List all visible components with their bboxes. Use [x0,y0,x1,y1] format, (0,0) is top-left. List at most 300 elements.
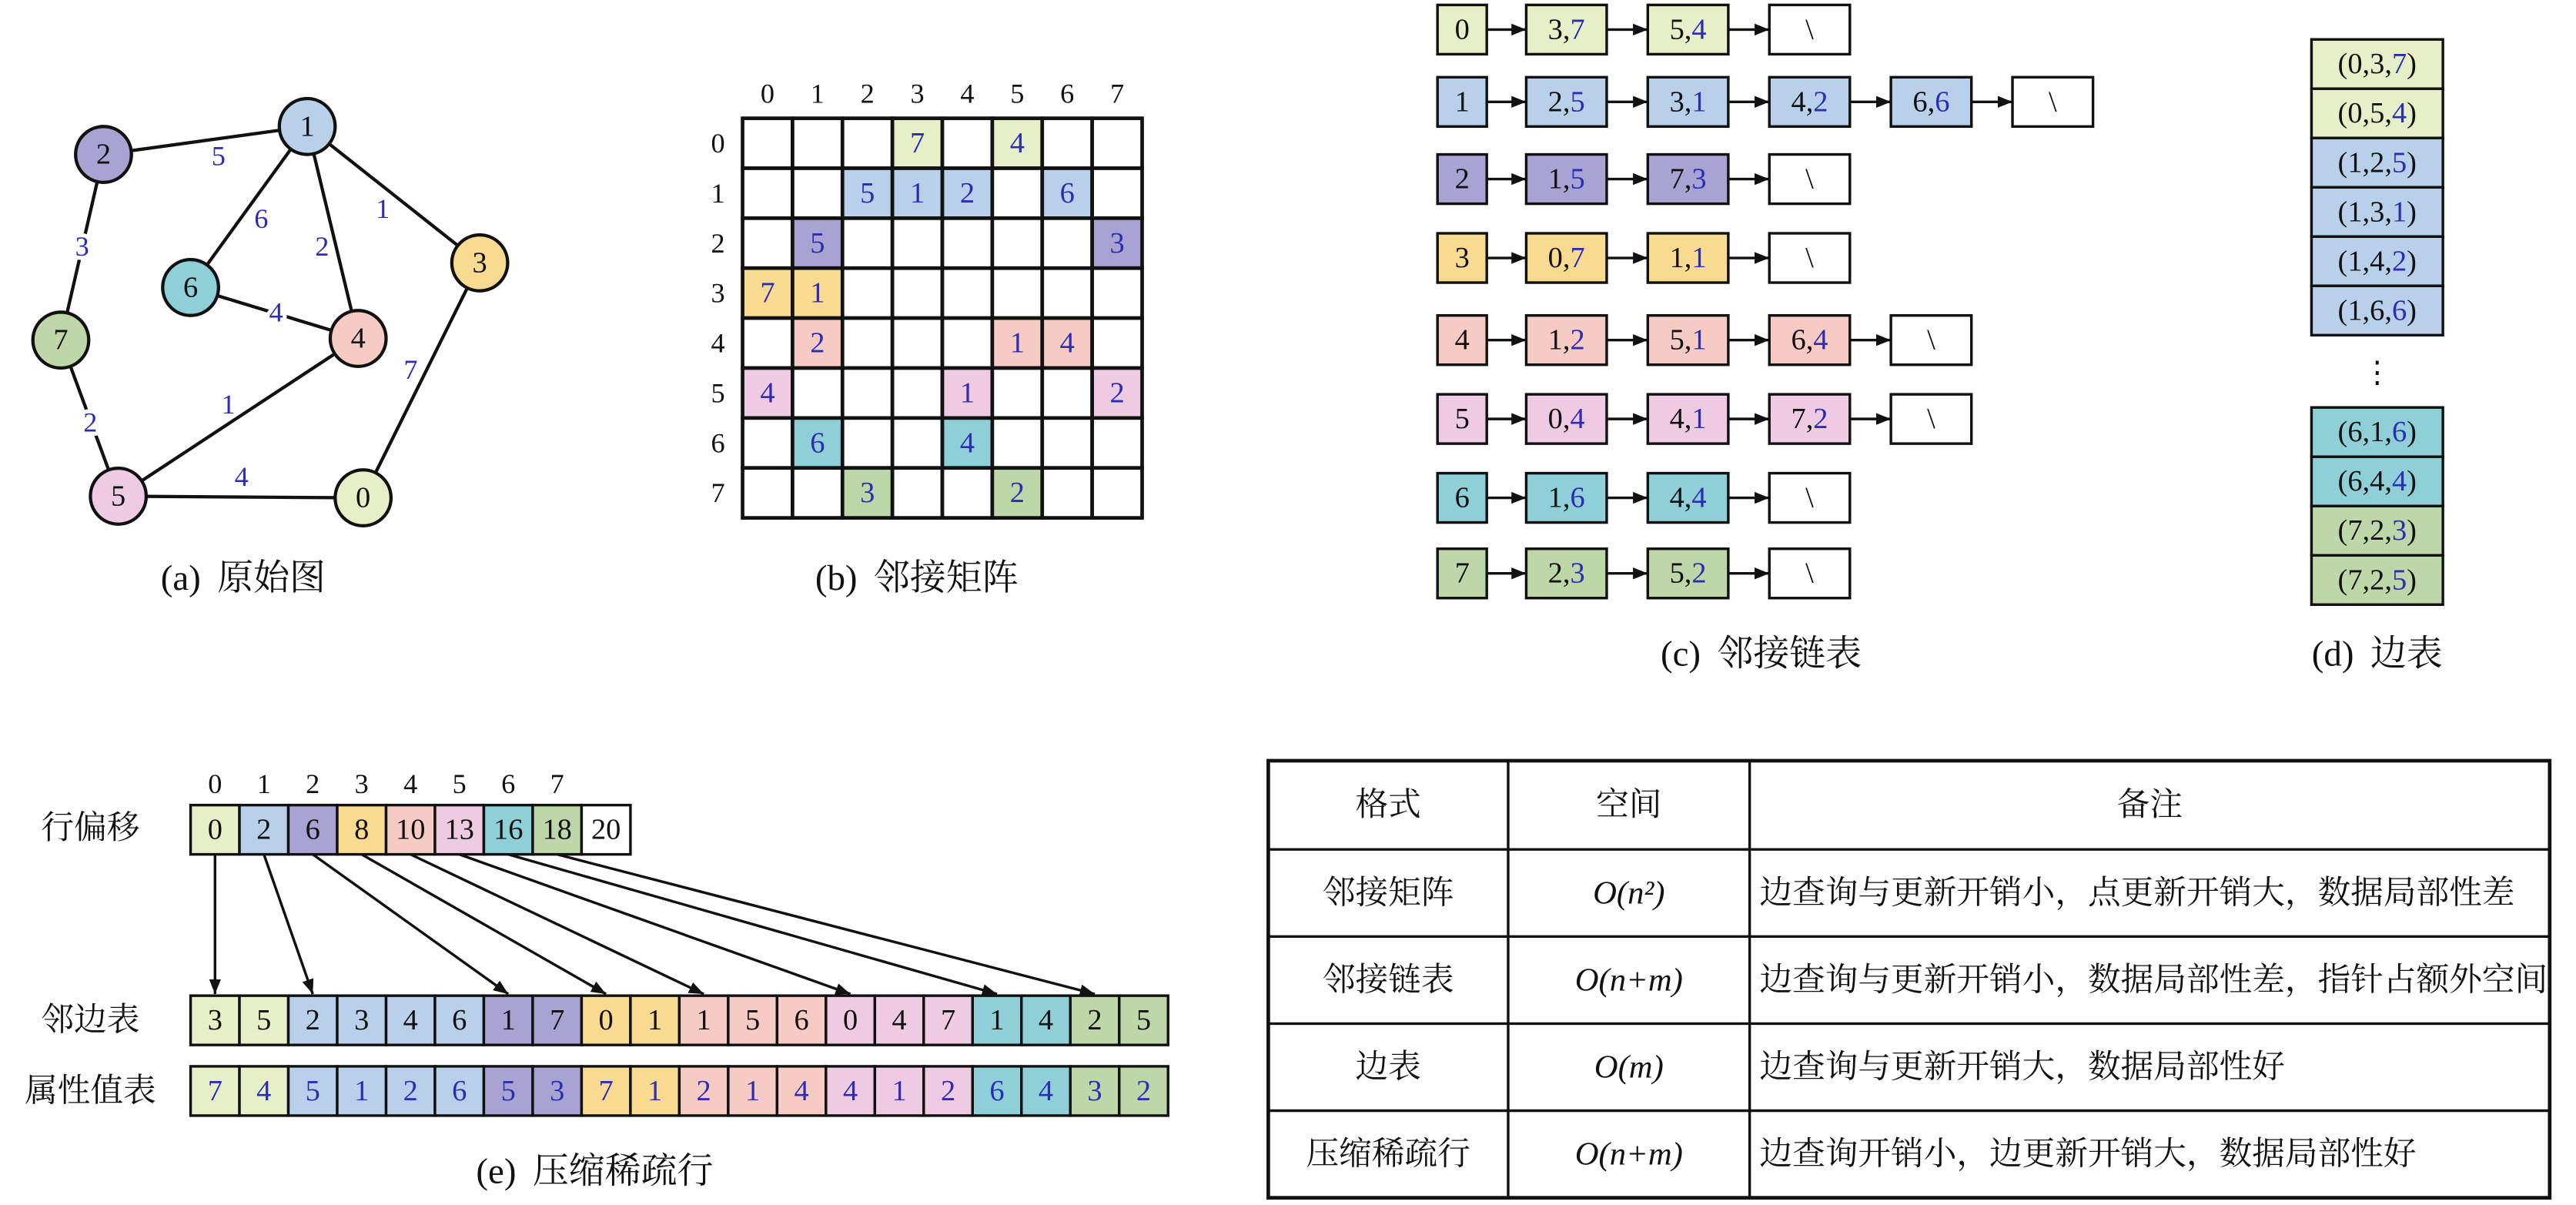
matrix-cell-weight: 2 [810,326,825,360]
punctuation: ) [2407,564,2417,597]
edge-weight: 4 [1691,13,1707,46]
graph-node-7 [33,312,89,368]
matrix-cell-empty [1042,468,1092,518]
matrix-cell-empty [792,169,842,219]
edge-target: 6 [2370,294,2385,327]
edge-weight-label: 4 [234,460,249,492]
punctuation: , [1684,162,1692,196]
punctuation: ( [2337,465,2348,498]
caption-tag: (a) [160,558,201,599]
adj-list-row-6 [1437,474,1850,523]
edge-list-label [2338,245,2417,277]
adj-list-entry-label [1548,13,1585,45]
adj-list-head-label: 2 [1454,162,1470,196]
attribute-value: 7 [598,1074,614,1107]
edge-list-label [2338,465,2417,497]
punctuation: , [1684,242,1692,275]
caption-title: 邻接矩阵 [873,558,1019,599]
punctuation: , [2362,514,2370,547]
matrix-cell-empty [1092,169,1142,219]
graph-node-1 [279,99,336,155]
edge-weight: 3 [1691,162,1707,196]
punctuation: ( [2337,294,2348,327]
adj-list-head-label: 0 [1454,13,1470,46]
caption-d [2312,634,2443,674]
punctuation: ( [2337,48,2348,81]
edge-weight-label: 5 [211,140,226,172]
csr-index-label: 1 [256,768,271,799]
adjacency-value: 7 [940,1004,956,1037]
adjacency-value: 1 [696,1004,711,1037]
attribute-value: 4 [1038,1074,1054,1107]
matrix-col-header: 7 [1110,78,1125,109]
matrix-cell-empty [892,368,942,418]
punctuation: , [2362,416,2370,449]
punctuation: ) [2407,416,2417,449]
neighbor-id: 4 [1669,403,1684,436]
edge-target: 2 [2370,564,2385,597]
matrix-cell-empty [1092,418,1142,468]
matrix-cell-empty [1092,318,1142,368]
adj-list-head-label: 5 [1454,403,1470,436]
node-label: 6 [182,271,199,304]
adjacency-value: 1 [500,1004,516,1037]
table-space-cell: O(n+m) [1574,1136,1683,1173]
edge-weight: 7 [1570,242,1585,275]
adjacency-value: 4 [403,1004,418,1037]
table-notes-cell: 边查询开销小，边更新开销大，数据局部性好 [1759,1136,2417,1173]
matrix-cell-weight: 1 [959,377,975,410]
edge-weight: 2 [2391,245,2407,278]
offset-pointer-arrow [460,855,851,994]
edge-weight: 5 [1570,162,1585,196]
attribute-value: 1 [354,1074,370,1107]
punctuation: , [1684,13,1692,46]
attribute-value: 2 [696,1074,711,1107]
caption-tag: (e) [476,1151,517,1192]
edge-list-item [2311,187,2443,236]
punctuation: , [1562,162,1571,196]
graph-edge-1-3 [307,126,480,263]
adjacency-value: 5 [256,1004,272,1037]
matrix-cell-empty [743,418,793,468]
adj-list-row-5 [1437,394,1972,444]
neighbor-id: 5 [1669,323,1684,356]
punctuation: , [1805,85,1814,119]
adj-list-entry-label [1791,324,1828,356]
matrix-row-header: 5 [711,377,725,409]
node-label: 3 [472,246,487,279]
neighbor-id: 2 [1547,557,1563,590]
punctuation: , [2362,294,2370,327]
matrix-row-header: 7 [711,477,725,509]
panel-csr [25,768,1168,1192]
edge-weight: 1 [1691,242,1707,275]
punctuation: , [1562,242,1571,275]
table-space-cell: O(n²) [1593,875,1665,912]
matrix-cell-empty [992,169,1042,219]
edge-source: 1 [2347,245,2363,278]
attribute-value: 4 [842,1074,858,1107]
edge-weight: 4 [1691,481,1707,514]
edge-weight: 1 [1691,85,1707,119]
caption-title: 邻接链表 [1717,634,1862,674]
edge-list-label [2338,294,2417,326]
adjacency-label: 邻边表 [41,1002,140,1039]
punctuation: , [2384,97,2392,130]
adj-list-entry-label [1548,85,1585,118]
edge-weight: 5 [1570,85,1585,119]
punctuation: ) [2407,48,2417,81]
edge-weight: 7 [1570,13,1585,46]
neighbor-id: 3 [1547,13,1563,46]
adj-list-entry-label [1670,324,1707,356]
punctuation: , [2384,48,2392,81]
edge-weight: 1 [2391,196,2407,229]
edge-weight-label: 2 [315,231,330,263]
adj-list-entry-label [1670,163,1707,196]
adjacency-value: 0 [598,1004,614,1037]
edge-weight: 4 [1570,403,1585,436]
caption-tag: (d) [2311,634,2354,674]
matrix-cell-weight: 2 [1109,377,1125,410]
matrix-cell-empty [743,169,793,219]
punctuation: ) [2407,245,2417,278]
matrix-cell-empty [892,468,942,518]
punctuation: , [2384,196,2392,229]
table-notes-cell: 边查询与更新开销大，数据局部性好 [1759,1049,2285,1086]
matrix-cell-empty [842,318,892,368]
csr-index-label: 7 [550,768,564,799]
edge-target: 2 [2370,146,2385,179]
neighbor-id: 4 [1669,481,1684,514]
matrix-cell-empty [1092,468,1142,518]
edge-list-label [2338,196,2417,228]
node-label: 7 [53,323,69,356]
edge-source: 0 [2347,48,2363,81]
row-offset-value: 8 [354,813,370,846]
matrix-row-header: 6 [711,427,725,459]
punctuation: ( [2337,564,2348,597]
caption-tag: (b) [815,558,858,599]
attribute-value: 1 [892,1074,907,1107]
matrix-row-header: 1 [711,177,725,209]
punctuation: , [1684,481,1692,514]
adj-list-entry-label [1548,403,1585,435]
caption-title: 边表 [2370,634,2443,674]
edge-weight-label: 2 [83,407,98,438]
matrix-cell-empty [1092,268,1142,318]
neighbor-id: 6 [1791,323,1806,356]
neighbor-id: 0 [1547,403,1563,436]
matrix-cell-weight: 3 [860,477,875,510]
matrix-cell-weight: 1 [810,276,825,310]
offset-pointer-arrow [410,855,704,994]
row-offset-value: 2 [256,813,272,846]
matrix-cell-empty [842,268,892,318]
edge-list-item [2311,286,2443,335]
matrix-cell-weight: 4 [1009,127,1025,160]
neighbor-id: 5 [1669,13,1684,46]
edge-weight: 6 [1935,85,1950,119]
node-label: 1 [299,110,315,143]
matrix-cell-empty [842,119,892,169]
adj-list-entry-label [1670,482,1707,514]
edge-source: 1 [2347,146,2363,179]
edge-weight: 2 [1813,85,1828,119]
matrix-col-header: 0 [760,78,775,109]
matrix-cell-empty [842,418,892,468]
node-label: 5 [111,480,126,513]
matrix-cell-empty [792,368,842,418]
caption-title: 原始图 [217,558,326,599]
adj-list-row-3 [1437,233,1850,283]
adj-list-entry-label [1548,242,1585,274]
attribute-value: 2 [1136,1074,1152,1107]
row-offset-value: 20 [590,813,621,846]
edge-target: 5 [2370,97,2385,130]
table-header-cell: 备注 [2116,787,2183,824]
punctuation: , [1562,403,1571,436]
node-label: 0 [356,481,371,514]
neighbor-id: 1 [1547,323,1563,356]
null-symbol: \ [2048,85,2057,119]
matrix-cell-empty [942,468,992,518]
matrix-cell-empty [942,318,992,368]
matrix-cell-empty [892,268,942,318]
matrix-cell-weight: 7 [760,276,775,310]
adj-list-entry-label [1912,85,1949,118]
matrix-cell-empty [992,268,1042,318]
attribute-value: 4 [256,1074,272,1107]
edge-list-item [2311,89,2443,138]
adjacency-value: 2 [305,1004,320,1037]
offset-pointer-arrow [508,855,997,994]
punctuation: ) [2407,97,2417,130]
attribute-value: 2 [940,1074,956,1107]
csr-index-label: 6 [501,768,516,799]
null-symbol: \ [1927,323,1935,356]
matrix-cell-empty [842,368,892,418]
edge-source: 0 [2347,97,2363,130]
matrix-cell-weight: 6 [1059,176,1075,209]
punctuation: , [1927,85,1935,119]
punctuation: , [2362,196,2370,229]
edge-target: 3 [2370,48,2385,81]
punctuation: , [1562,13,1571,46]
attribute-value: 4 [794,1074,809,1107]
punctuation: ( [2337,196,2348,229]
null-symbol: \ [1805,481,1814,514]
edge-source: 1 [2347,294,2363,327]
edge-list-item [2311,236,2443,286]
graph-node-0 [335,470,391,526]
graph-node-2 [75,126,132,182]
matrix-cell-weight: 4 [1059,326,1075,360]
punctuation: , [2384,245,2392,278]
adjacency-value: 3 [354,1004,370,1037]
punctuation: , [2362,564,2370,597]
matrix-cell-empty [992,418,1042,468]
edge-list-item [2311,457,2443,506]
edge-weight: 2 [1570,323,1585,356]
matrix-cell-weight: 5 [860,176,875,209]
graph-node-4 [330,310,386,367]
matrix-cell-empty [942,218,992,268]
matrix-cell-weight: 2 [959,176,975,209]
caption-c [1661,634,1862,674]
panel-adjacency-matrix [711,79,1142,598]
caption-a [161,558,326,598]
graph-node-3 [452,235,508,291]
punctuation: , [2362,245,2370,278]
matrix-col-header: 3 [910,78,925,109]
adj-list-row-0 [1437,5,1850,54]
offset-pointer-arrow [557,855,1095,994]
matrix-cell-empty [1092,119,1142,169]
matrix-cell-weight: 6 [810,427,825,460]
matrix-col-header: 2 [860,78,875,109]
table-space-cell: O(m) [1594,1049,1664,1086]
edge-source: 6 [2347,465,2363,498]
punctuation: , [2362,97,2370,130]
table-format-cell: 邻接链表 [1322,962,1454,999]
vertical-ellipsis: ⋮ [2362,356,2392,390]
adj-list-entry-label [1548,324,1585,356]
punctuation: ) [2407,465,2417,498]
punctuation: ) [2407,146,2417,179]
matrix-row-header: 3 [711,277,725,309]
adjacency-value: 5 [745,1004,761,1037]
matrix-cell-empty [1042,119,1092,169]
matrix-cell-empty [743,468,793,518]
table-notes-cell: 边查询与更新开销小，点更新开销大，数据局部性差 [1759,875,2515,912]
neighbor-id: 6 [1912,85,1928,119]
panel-comparison-table [1268,761,2549,1198]
punctuation: ) [2407,514,2417,547]
adj-list-entry-label [1670,13,1707,45]
matrix-cell-empty [892,318,942,368]
attribute-value: 3 [550,1074,565,1107]
matrix-cell-weight: 1 [909,176,925,209]
matrix-cell-weight: 2 [1009,477,1025,510]
graph-edge-1-6 [191,126,308,287]
edge-list-item [2311,506,2443,555]
edge-list-label [2338,146,2417,179]
values-label: 属性值表 [25,1073,156,1110]
edge-list-item [2311,555,2443,604]
graph-node-6 [162,259,219,316]
punctuation: , [1562,481,1571,514]
attribute-value: 5 [305,1074,320,1107]
csr-index-label: 5 [452,768,467,799]
neighbor-id: 7 [1791,403,1806,436]
punctuation: ) [2407,196,2417,229]
adj-list-entry-label [1670,557,1707,590]
caption-title: 压缩稀疏行 [532,1151,714,1192]
panel-original-graph [33,99,508,598]
row-offset-value: 16 [493,813,524,846]
table-format-cell: 边表 [1355,1049,1421,1086]
row-offset-value: 10 [396,813,426,846]
adj-list-row-4 [1437,316,1972,365]
punctuation: , [2384,294,2392,327]
adjacency-value: 0 [842,1004,858,1037]
matrix-cell-empty [842,218,892,268]
matrix-row-header: 4 [711,327,725,359]
adjacency-value: 7 [550,1004,565,1037]
edge-source: 7 [2347,564,2363,597]
edge-source: 1 [2347,196,2363,229]
adjacency-value: 1 [989,1004,1005,1037]
caption-e [476,1151,713,1191]
adj-list-entry-label [1791,85,1828,118]
attribute-value: 1 [745,1074,761,1107]
matrix-cell-empty [942,268,992,318]
edge-weight: 2 [1691,557,1707,590]
matrix-cell-empty [892,218,942,268]
matrix-cell-empty [743,318,793,368]
neighbor-id: 3 [1669,85,1684,119]
punctuation: , [1562,323,1571,356]
adj-list-entry-label [1670,242,1707,274]
edge-list-label [2338,48,2417,80]
matrix-cell-weight: 4 [760,377,775,410]
edge-weight: 4 [2391,97,2407,130]
caption-b [815,558,1019,598]
neighbor-id: 2 [1547,85,1563,119]
matrix-cell-empty [892,418,942,468]
node-label: 2 [95,138,112,171]
adj-list-entry-label [1548,163,1585,196]
punctuation: ( [2337,97,2348,130]
punctuation: , [2384,146,2392,179]
node-label: 4 [350,322,366,355]
punctuation: , [2362,146,2370,179]
csr-index-label: 2 [306,768,320,799]
punctuation: ( [2337,146,2348,179]
panel-adjacency-list [1437,5,2093,674]
edge-list-item [2311,138,2443,187]
adj-list-head-label: 4 [1454,323,1470,356]
neighbor-id: 1 [1547,481,1563,514]
matrix-cell-weight: 3 [1109,226,1125,259]
edge-target: 4 [2370,465,2385,498]
graph-edge-3-0 [363,263,480,497]
panel-edge-list [2311,39,2443,674]
punctuation: , [1684,557,1692,590]
matrix-cell-weight: 4 [959,427,975,460]
punctuation: , [2384,564,2392,597]
offset-pointer-arrow [264,855,313,994]
graph-edge-5-0 [119,496,363,497]
edge-weight: 3 [2391,514,2407,547]
adjacency-value: 6 [452,1004,467,1037]
matrix-cell-empty [792,119,842,169]
punctuation: , [1805,323,1814,356]
neighbor-id: 4 [1791,85,1806,119]
table-header-cell: 格式 [1355,787,1421,824]
edge-source: 7 [2347,514,2363,547]
edge-list-item [2311,407,2443,457]
row-offset-value: 18 [542,813,572,846]
adj-list-entry-label [1670,85,1707,118]
punctuation: , [2384,514,2392,547]
edge-weight-label: 4 [269,296,283,328]
edge-target: 1 [2370,416,2385,449]
adjacency-value: 2 [1087,1004,1102,1037]
edge-target: 2 [2370,514,2385,547]
